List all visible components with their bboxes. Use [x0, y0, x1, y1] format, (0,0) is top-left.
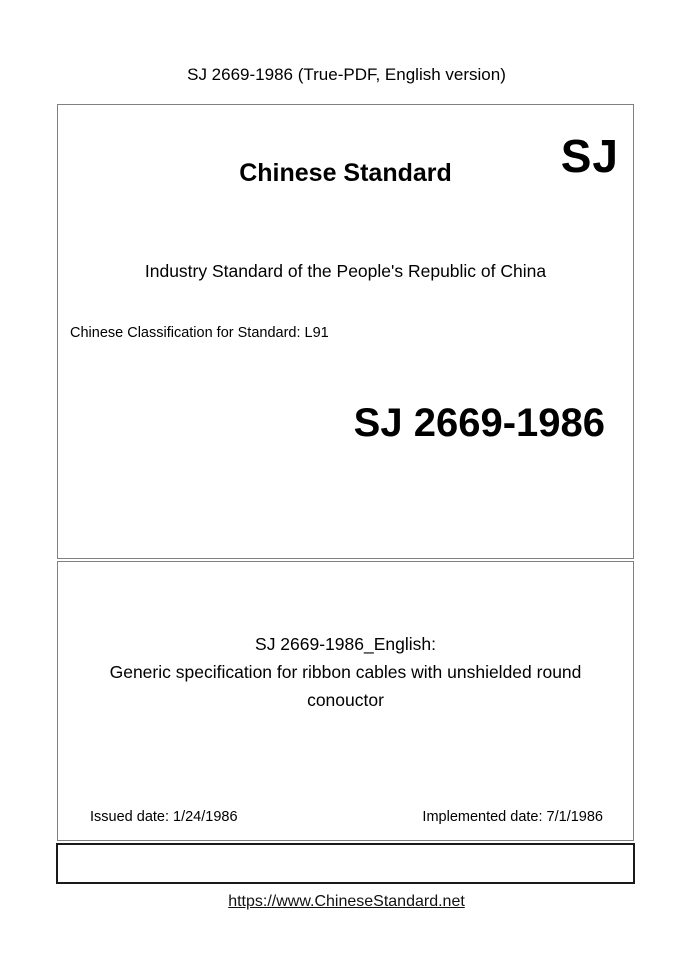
english-title-box [57, 561, 634, 841]
english-title-line-2: Generic specification for ribbon cables with unshielded round [109, 662, 582, 682]
website-link[interactable]: https://www.ChineseStandard.net [228, 893, 465, 910]
brand-title: Chinese Standard [239, 159, 452, 187]
cover-main-box [57, 104, 634, 559]
footer [0, 891, 693, 912]
industry-standard-subtitle: Industry Standard of the People's Republic of China [144, 261, 547, 281]
classification-line: Chinese Classification for Standard: L91 [70, 325, 329, 341]
page-header-title: SJ 2669-1986 (True-PDF, English version) [187, 65, 506, 84]
sj-logo: SJ [560, 130, 619, 182]
english-title [58, 630, 633, 714]
standard-number: SJ 2669-1986 [353, 401, 605, 445]
empty-footer-box [56, 843, 635, 884]
implemented-date: Implemented date: 7/1/1986 [422, 809, 603, 825]
issued-date: Issued date: 1/24/1986 [90, 809, 238, 825]
english-title-line-1: SJ 2669-1986_English: [255, 634, 436, 654]
english-title-line-3: conouctor [307, 690, 384, 710]
